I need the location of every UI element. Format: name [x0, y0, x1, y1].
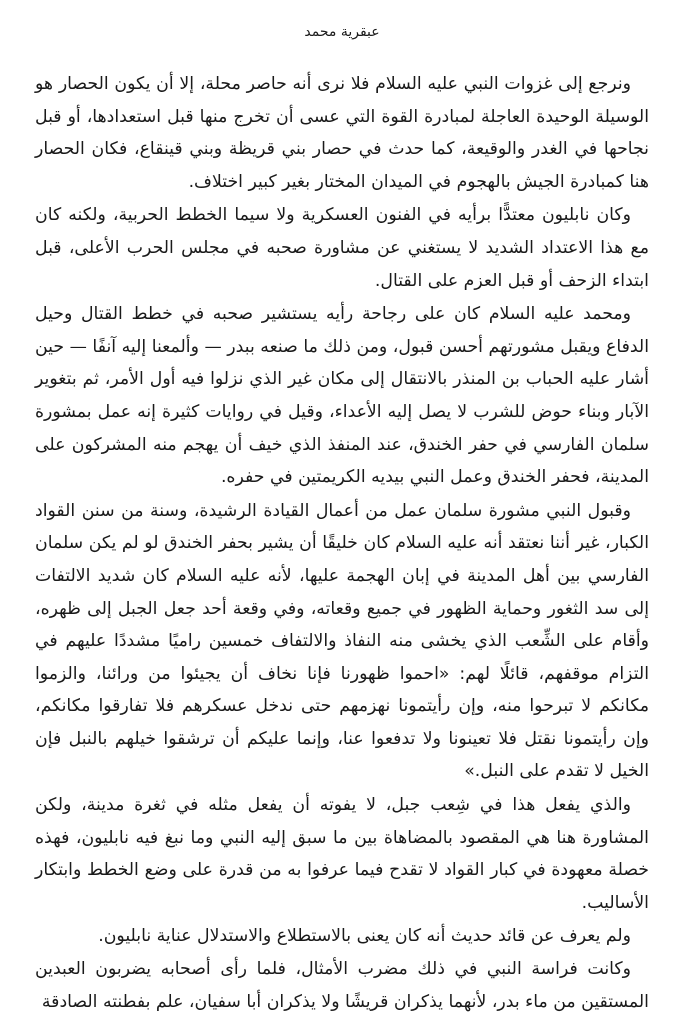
paragraph-reconnaissance: ولم يعرف عن قائد حديث أنه كان يعنى بالاستطلاع والاستدلال عناية نابليون. [98, 926, 631, 947]
paragraph-sieges: ونرجع إلى غزوات النبي عليه السلام فلا نرى أنه حاصر محلة، إلا أن يكون الحصار هو الوسيلة الوحيدة العاجلة لمبادرة القوة التي عسى أن تخرج منها قبل استعدادها، أو قبل نجاحها في الغدر والوقيعة، كما حدث في حصار بني قريظة وبني قينقاع، فكان الحصار هنا كمبادرة الجيش بالهجوم في الميدان المختار بغير كبير اختلاف. [35, 74, 649, 192]
paragraph-salman-trench: وقبول النبي مشورة سلمان عمل من أعمال القيادة الرشيدة، وسنة من سنن القواد الكبار، غير أننا نعتقد أنه عليه السلام كان خليقًا أن يشير بحفر الخندق لو لم يكن سلمان الفارسي بين أهل المدينة في إبان الهجمة عليها، لأنه عليه السلام كان شديد الالتفات إلى سد الثغور وحماية الظهور في جميع وقعاته، وفي وقعة أحد جعل الجبل إلى ظهره، وأقام على الشِّعب الذي يخشى منه النفاذ والالتفاف خمسين راميًا مشددًا عليهم في التزام موقفهم، قائلًا لهم: «احموا ظهورنا فإنا نخاف أن يجيئوا من ورائنا، والزموا مكانكم لا تبرحوا منه، وإن رأيتمونا نهزمهم حتى ندخل عسكرهم فلا تفارقوا مكانكم، وإن رأيتمونا نقتل فلا تعينونا ولا تدفعوا عنا، وإنما عليكم أن ترشقوا خيلهم بالنبل فإن الخيل لا تقدم على النبل.» [35, 500, 649, 782]
body-text [35, 68, 649, 1018]
paragraph-mountain-pass: والذي يفعل هذا في شِعب جبل، لا يفوته أن يفعل مثله في ثغرة مدينة، ولكن المشاورة هنا هي المقصود بالمضاهاة بين ما سبق إليه النبي وما نبغ فيه نابليون، فهذه خصلة معهودة في كبار القواد لا تقدح فيما عرفوا به من قدرة على وضع الخطط وابتكار الأساليب. [35, 795, 649, 913]
running-header-title: عبقرية محمد [304, 24, 380, 40]
paragraph-prophet-insight: وكانت فراسة النبي في ذلك مضرب الأمثال، فلما رأى أصحابه يضربون العبدين المستقين من ماء بدر، لأنهما يذكران قريشًا ولا يذكران أبا سفيان، علم بفطنته الصادقة [35, 959, 649, 1012]
paragraph-prophet-consultation: ومحمد عليه السلام كان على رجاحة رأيه يستشير صحبه في خطط القتال وحيل الدفاع ويقبل مشورتهم أحسن قبول، ومن ذلك ما صنعه ببدر — وألمعنا إليه آنفًا — حين أشار عليه الحباب بن المنذر بالانتقال إلى مكان غير الذي نزلوا فيه أول الأمر، ثم بتغوير الآبار وبناء حوض للشرب لا يصل إليه الأعداء، وقيل في روايات كثيرة إنه عمل بمشورة سلمان الفارسي في حفر الخندق، عند المنفذ الذي خيف أن يهجم منه المشركون على المدينة، فحفر الخندق وعمل النبي بيديه الكريمتين في حفره. [35, 304, 649, 488]
paragraph-napoleon-council: وكان نابليون معتدًّا برأيه في الفنون العسكرية ولا سيما الخطط الحربية، ولكنه كان مع هذا الاعتداد الشديد لا يستغني عن مشاورة صحبه في مجلس الحرب الأعلى، قبل ابتداء الزحف أو قبل العزم على القتال. [35, 205, 649, 291]
